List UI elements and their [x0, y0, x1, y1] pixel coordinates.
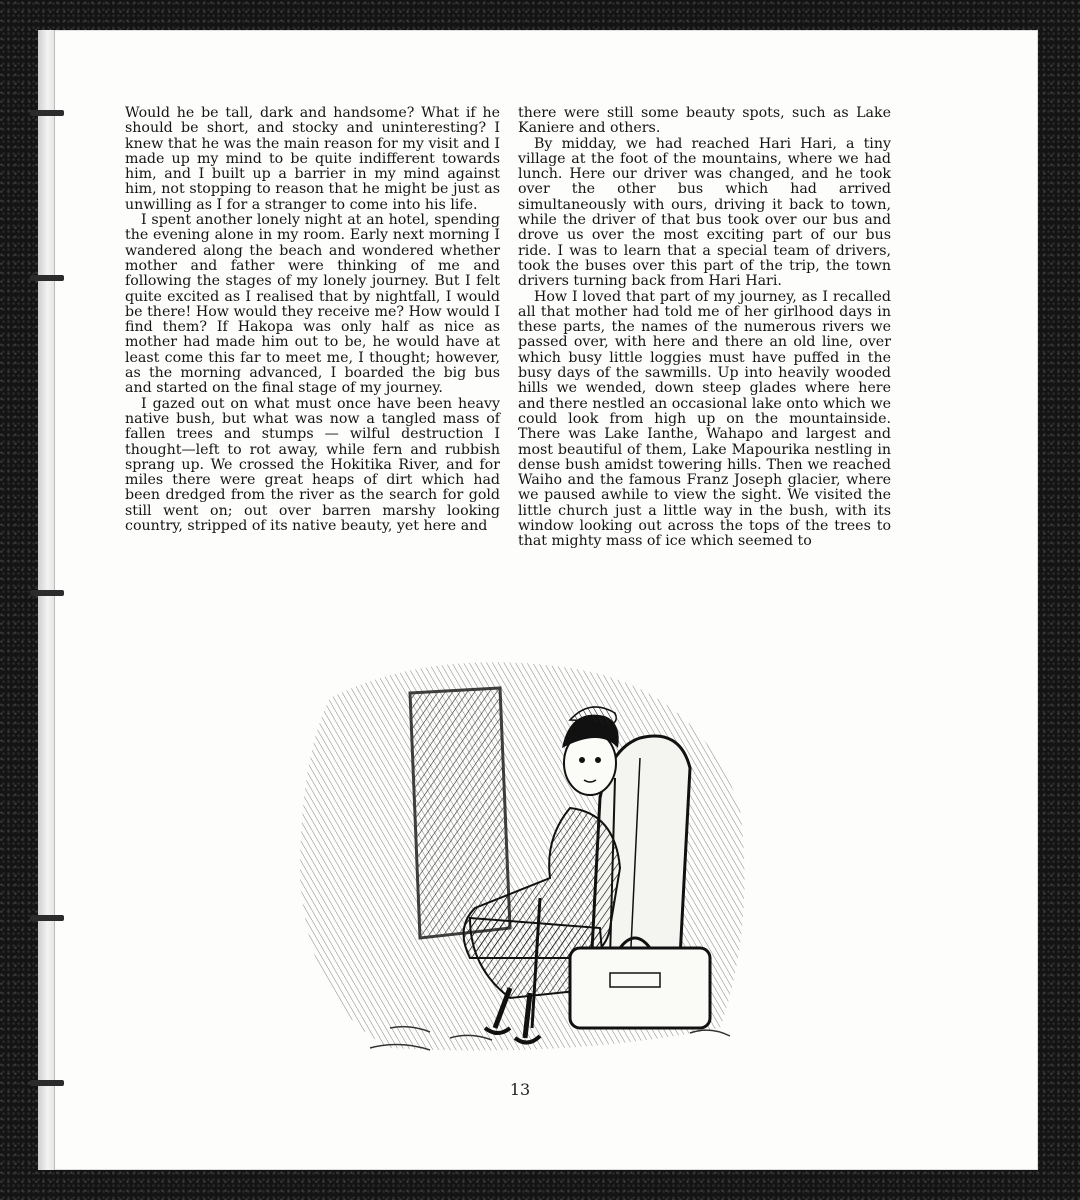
paragraph: there were still some beauty spots, such as Lake Kaniere and others. [518, 105, 891, 137]
paragraph: Would he be tall, dark and handsome? What if he should be short, and stocky and uninteresting? I knew that he was the main reason for my visit and I made up my mind to be quite indifferent towards him, and I built up a barrier in my mind against him, not stopping to reason that he might be just as unwilling as I for a stranger to come into his life. [125, 105, 500, 213]
book-page [38, 30, 1038, 1170]
paragraph: How I loved that part of my journey, as I recalled all that mother had told me of her girlhood days in these parts, the names of the numerous rivers we passed over, with here and there an old line, over which busy little loggies must have puffed in the busy days of the sawmills. Up into heavily wooded hills we wended, down steep glades where here and there nestled an occasional lake onto which we could look from high up on the mountainside. There was Lake Ianthe, Wahapo and largest and most beautiful of them, Lake Mapourika nestling in dense bush amidst towering hills. Then we reached Waiho and the famous Franz Joseph glacier, where we paused awhile to view the sight. We visited the little church just a little way in the bush, with its window looking out across the tops of the trees to that mighty mass of ice which seemed to [518, 288, 891, 550]
staple-icon [30, 915, 64, 921]
staple-icon [30, 110, 64, 116]
paragraph: I spent another lonely night at an hotel, spending the evening alone in my room. Early next morning I wandered along the beach and wondered whether mother and father were thinking of me and following the stages of my lonely journey. But I felt quite excited as I realised that by nightfall, I would be there! How would they receive me? How would I find them? If Hakopa was only half as nice as mother had made him out to be, he would have at least come this far to meet me, I thought; however, as the morning advanced, I boarded the big bus and started on the final stage of my journey. [125, 212, 500, 397]
paragraph: By midday, we had reached Hari Hari, a tiny village at the foot of the mountains, where we had lunch. Here our driver was changed, and he took over the other bus which had arrived simultaneously with ours, driving it back to town, while the driver of that bus took over our bus and drove us over the most exciting part of our bus ride. I was to learn that a special team of drivers, took the buses over this part of the trip, the town drivers turning back from Hari Hari. [518, 135, 891, 290]
paragraph: I gazed out on what must once have been heavy native bush, but what was now a tangled mass of fallen trees and stumps — wilful destruction I thought—left to rot away, while fern and rubbish sprang up. We crossed the Hokitika River, and for miles there were great heaps of dirt which had been dredged from the river as the search for gold still went on; out over barren marshy looking country, stripped of its native beauty, yet here and [125, 395, 500, 535]
text-column-right [518, 106, 891, 550]
page-number: 13 [509, 1080, 531, 1099]
staple-icon [30, 1080, 64, 1086]
staple-icon [30, 275, 64, 281]
page-binding [38, 30, 55, 1170]
text-column-left [125, 106, 500, 534]
staple-icon [30, 590, 64, 596]
ink-drawing-woman-on-bus-seat [270, 628, 750, 1064]
